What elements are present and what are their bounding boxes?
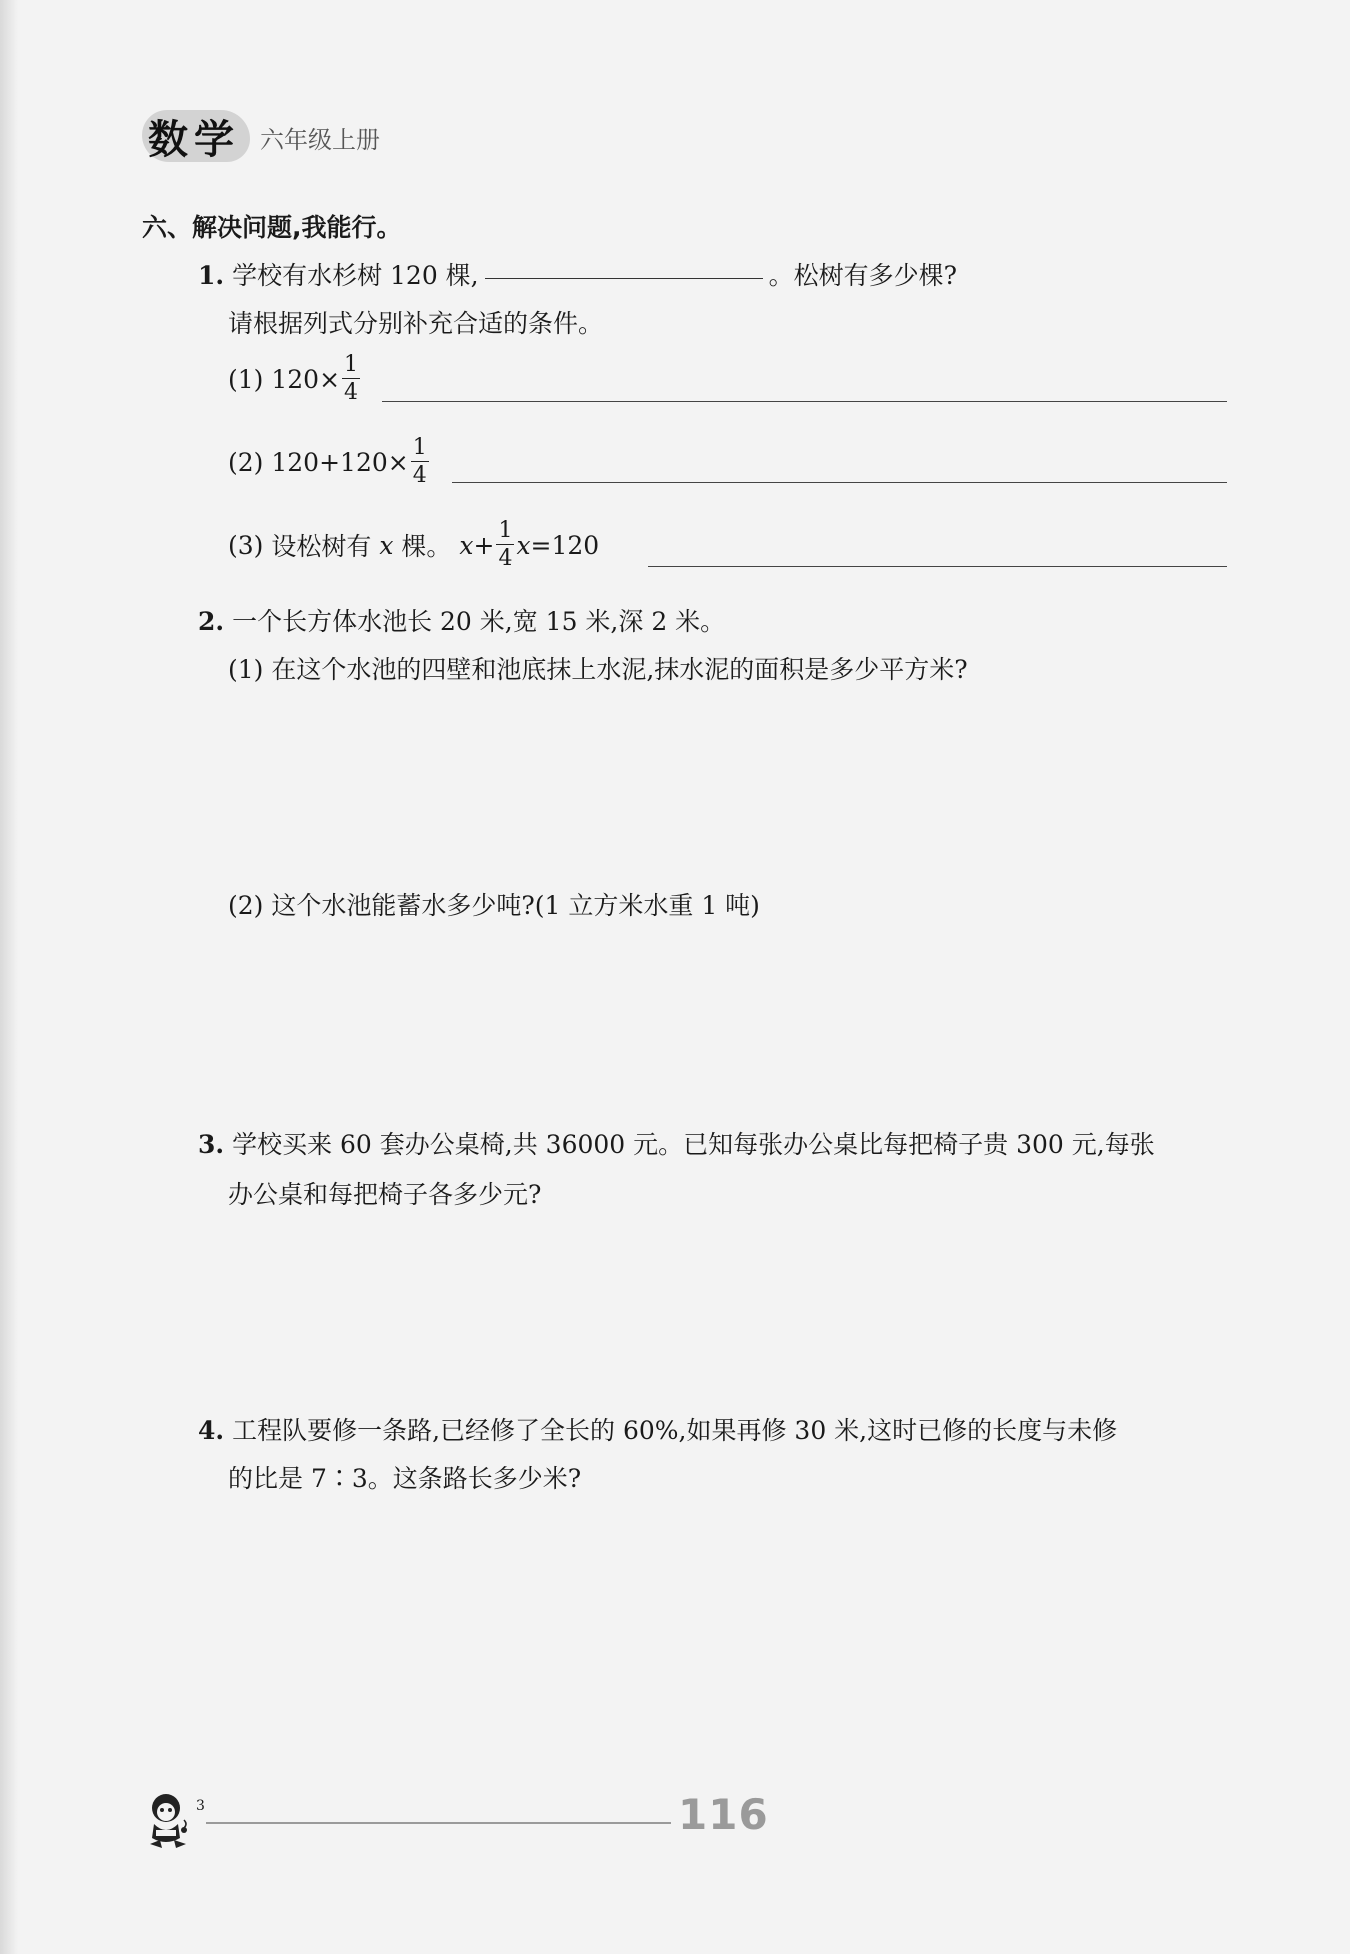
q1-part-1 [228, 354, 362, 404]
fraction [496, 520, 514, 570]
question-1 [198, 256, 957, 292]
expression: 120+120× [271, 447, 409, 477]
question-text: 工程队要修一条路,已经修了全长的 60%,如果再修 30 米,这时已修的长度与未修 [232, 1416, 1118, 1445]
grade-label: 六年级上册 [260, 126, 380, 154]
operator: + [473, 530, 495, 560]
answer-line[interactable] [452, 482, 1227, 483]
variable: x [379, 530, 394, 560]
expression: 120× [271, 364, 341, 394]
answer-blank[interactable] [485, 277, 763, 279]
question-text: 一个长方体水池长 20 米,宽 15 米,深 2 米。 [232, 607, 726, 636]
footer-rule [206, 1822, 671, 1824]
q1-part-2 [228, 437, 431, 487]
fraction-denominator: 4 [498, 546, 513, 571]
part-label: (3) [228, 530, 264, 560]
mascot-icon [140, 1790, 202, 1852]
expression: 棵。 [401, 532, 452, 561]
fraction [342, 354, 360, 404]
fraction-denominator: 4 [344, 380, 359, 405]
answer-line[interactable] [648, 566, 1227, 567]
question-number: 3. [198, 1130, 225, 1159]
question-text: 。松树有多少棵? [768, 261, 958, 290]
answer-line[interactable] [382, 401, 1227, 402]
q2-part-2: (2) 这个水池能蓄水多少吨?(1 立方米水重 1 吨) [228, 891, 760, 920]
q1-part-3 [228, 520, 599, 570]
expression: =120 [530, 530, 600, 560]
variable: x [516, 530, 531, 560]
question-3 [198, 1125, 1155, 1161]
fraction-denominator: 4 [412, 463, 427, 488]
fraction [411, 437, 429, 487]
fraction-numerator: 1 [412, 435, 427, 460]
section-title: 六、解决问题,我能行。 [142, 213, 402, 242]
mascot-mark: 3 [196, 1798, 205, 1814]
question-text-continued: 的比是 7∶3。这条路长多少米? [228, 1464, 582, 1493]
variable: x [459, 530, 474, 560]
question-4 [198, 1411, 1117, 1447]
expression: 设松树有 [271, 532, 372, 561]
part-label: (2) [228, 447, 264, 477]
q2-part-1: (1) 在这个水池的四壁和池底抹上水泥,抹水泥的面积是多少平方米? [228, 655, 968, 684]
question-text: 学校有水杉树 120 棵, [232, 261, 479, 290]
fraction-numerator: 1 [344, 352, 359, 377]
page-edge-shadow [0, 0, 18, 1954]
question-number: 4. [198, 1416, 225, 1445]
question-number: 2. [198, 607, 225, 636]
question-2 [198, 602, 725, 638]
question-text: 学校买来 60 套办公桌椅,共 36000 元。已知每张办公桌比每把椅子贵 300 元,每张 [232, 1130, 1155, 1159]
subject-title: 数学 [148, 117, 240, 163]
fraction-numerator: 1 [498, 518, 513, 543]
part-label: (1) [228, 364, 264, 394]
question-text-continued: 办公桌和每把椅子各多少元? [228, 1180, 542, 1209]
question-instruction: 请根据列式分别补充合适的条件。 [228, 309, 604, 338]
question-number: 1. [198, 261, 225, 290]
page-number: 116 [678, 1790, 769, 1839]
